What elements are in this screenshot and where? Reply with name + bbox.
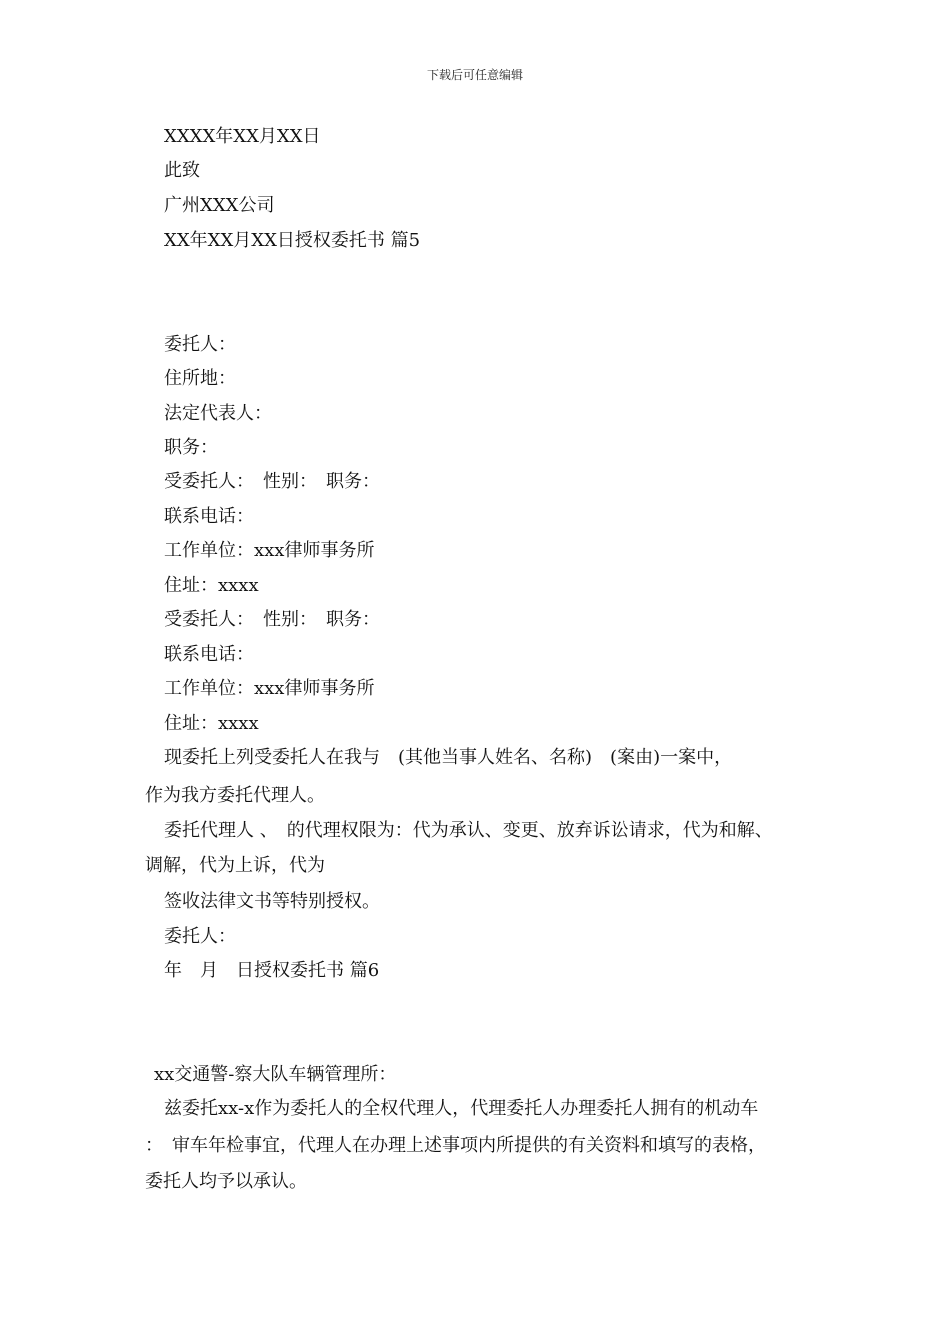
agent-2-label: 受委托人： 性别： 职务： <box>164 609 380 630</box>
recipient-company: 广州XXX公司 <box>164 195 275 216</box>
agent-1-address: 住址：xxxx <box>164 575 259 596</box>
authority-scope-line-2: 调解，代为上诉，代为 <box>145 855 325 876</box>
addressee-line: xx交通警-察大队车辆管理所： <box>154 1064 397 1085</box>
authorization-paragraph-line-1: 现委托上列受委托人在我与 (其他当事人姓名、名称) (案由)一案中， <box>164 747 733 768</box>
legal-representative-label: 法定代表人： <box>164 403 272 424</box>
authority-scope-line-1: 委托代理人 、 的代理权限为：代为承认、变更、放弃诉讼请求，代为和解、 <box>164 820 773 841</box>
agent-1-phone-label: 联系电话： <box>164 506 254 527</box>
principal-signature-label: 委托人： <box>164 926 236 947</box>
section-title-6: 年 月 日授权委托书 篇6 <box>164 960 380 981</box>
entrust-paragraph-line-2: ： 审车年检事宜，代理人在办理上述事项内所提供的有关资料和填写的表格， <box>145 1135 766 1156</box>
authority-scope-line-3: 签收法律文书等特别授权。 <box>164 891 380 912</box>
agent-1-label: 受委托人： 性别： 职务： <box>164 471 380 492</box>
address-label: 住所地： <box>164 368 236 389</box>
closing-salutation: 此致 <box>164 160 200 181</box>
agent-2-phone-label: 联系电话： <box>164 644 254 665</box>
entrust-paragraph-line-1: 兹委托xx-x作为委托人的全权代理人，代理委托人办理委托人拥有的机动车 <box>164 1098 759 1119</box>
principal-label: 委托人： <box>164 334 236 355</box>
authorization-paragraph-line-2: 作为我方委托代理人。 <box>145 785 325 806</box>
position-label: 职务： <box>164 437 218 458</box>
section-title-5: XX年XX月XX日授权委托书 篇5 <box>164 230 421 251</box>
page-header: 下载后可任意编辑 <box>426 68 523 82</box>
date-line: XXXX年XX月XX日 <box>164 126 321 147</box>
agent-2-employer: 工作单位：xxx律师事务所 <box>164 678 375 699</box>
agent-2-address: 住址：xxxx <box>164 713 259 734</box>
agent-1-employer: 工作单位：xxx律师事务所 <box>164 540 375 561</box>
entrust-paragraph-line-3: 委托人均予以承认。 <box>145 1171 307 1192</box>
